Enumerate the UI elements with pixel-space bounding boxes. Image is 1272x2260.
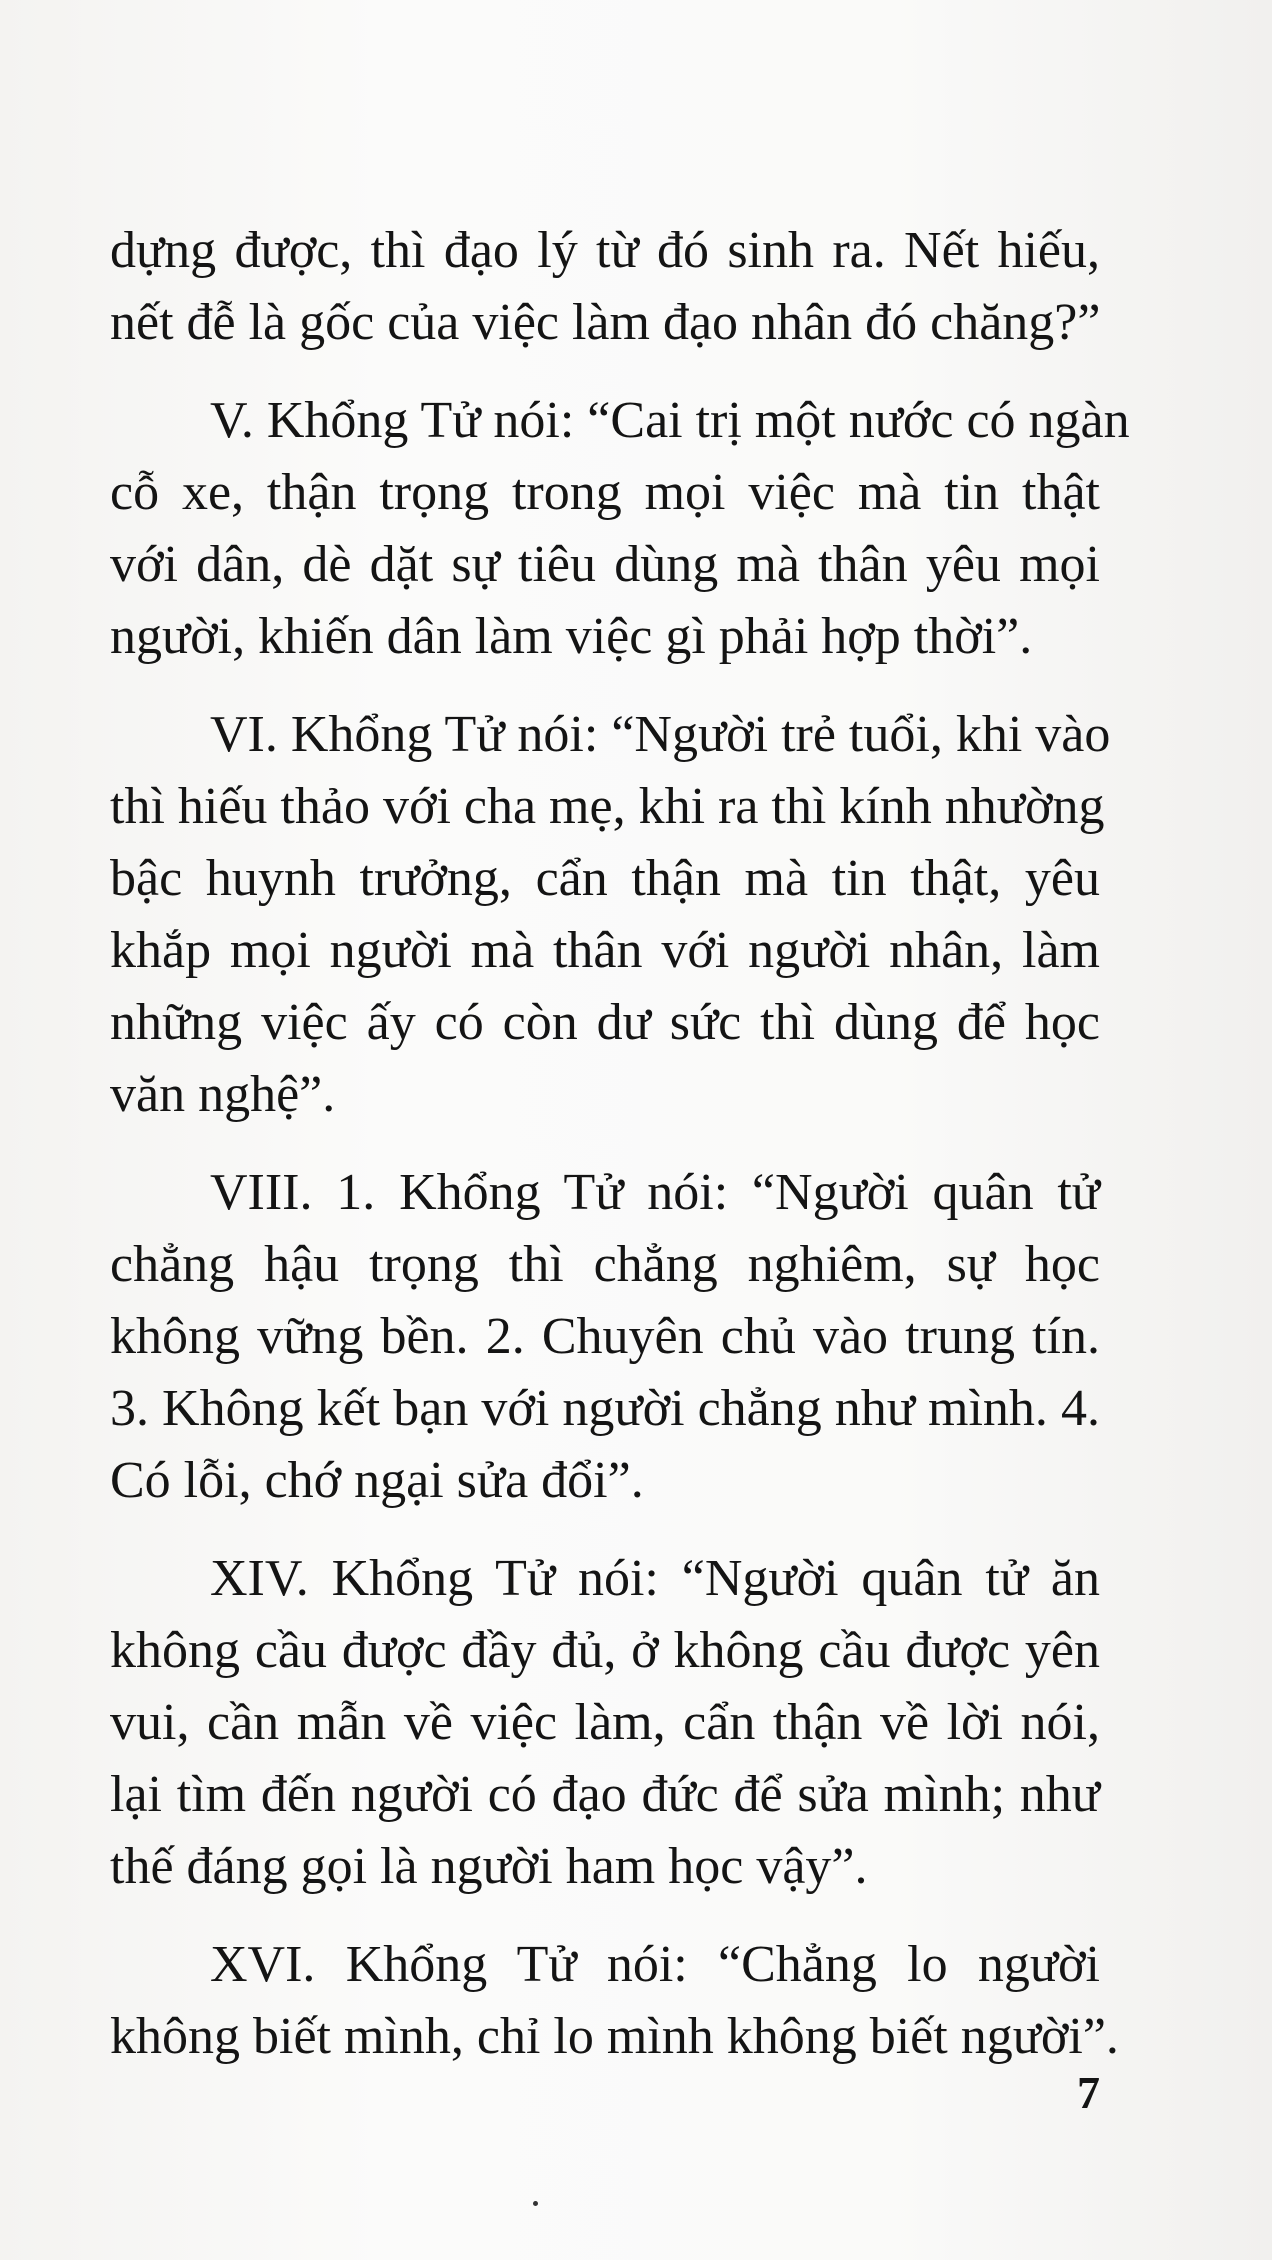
text-line: V. Khổng Tử nói: “Cai trị một nước có ngàn [210, 392, 1130, 449]
text-line: khắp mọi người mà thân với người nhân, làm [110, 922, 1100, 979]
page-number: 7 [1077, 2067, 1100, 2118]
text-line: vui, cần mẫn về việc làm, cẩn thận về lời nói, [110, 1694, 1100, 1751]
paragraph-vi [110, 699, 1111, 1131]
text-line: văn nghệ”. [110, 1066, 336, 1123]
text-line: XVI. Khổng Tử nói: “Chẳng lo người [210, 1936, 1100, 1993]
text-line: nết đễ là gốc của việc làm đạo nhân đó chăng?” [110, 294, 1101, 351]
paragraph-xiv [110, 1543, 1100, 1903]
print-speck [533, 2201, 538, 2206]
paragraph-continuation [110, 215, 1100, 359]
text-line: VIII. 1. Khổng Tử nói: “Người quân tử [210, 1164, 1100, 1221]
text-line: Có lỗi, chớ ngại sửa đổi”. [110, 1452, 644, 1509]
text-line: với dân, dè dặt sự tiêu dùng mà thân yêu mọi [110, 536, 1100, 593]
body-text [110, 215, 1130, 2099]
text-line: dựng được, thì đạo lý từ đó sinh ra. Nết hiếu, [110, 222, 1100, 279]
paragraph-v [110, 385, 1130, 673]
text-line: thế đáng gọi là người ham học vậy”. [110, 1838, 868, 1895]
text-line: người, khiến dân làm việc gì phải hợp thời”. [110, 608, 1033, 665]
text-line: những việc ấy có còn dư sức thì dùng để học [110, 994, 1100, 1051]
text-line: thì hiếu thảo với cha mẹ, khi ra thì kính nhường [110, 778, 1105, 835]
text-line: không biết mình, chỉ lo mình không biết người”. [110, 2008, 1119, 2065]
paragraph-viii [110, 1157, 1100, 1517]
text-line: không vững bền. 2. Chuyên chủ vào trung tín. [110, 1308, 1100, 1365]
text-line: lại tìm đến người có đạo đức để sửa mình; như [110, 1766, 1100, 1823]
text-line: chẳng hậu trọng thì chẳng nghiêm, sự học [110, 1236, 1100, 1293]
text-line: không cầu được đầy đủ, ở không cầu được yên [110, 1622, 1100, 1679]
text-line: VI. Khổng Tử nói: “Người trẻ tuổi, khi vào [210, 706, 1111, 763]
text-line: 3. Không kết bạn với người chẳng như mình. 4. [110, 1380, 1100, 1437]
text-line: cỗ xe, thận trọng trong mọi việc mà tin thật [110, 464, 1100, 521]
text-line: XIV. Khổng Tử nói: “Người quân tử ăn [210, 1550, 1100, 1607]
text-line: bậc huynh trưởng, cẩn thận mà tin thật, yêu [110, 850, 1100, 907]
paragraph-xvi [110, 1929, 1119, 2073]
